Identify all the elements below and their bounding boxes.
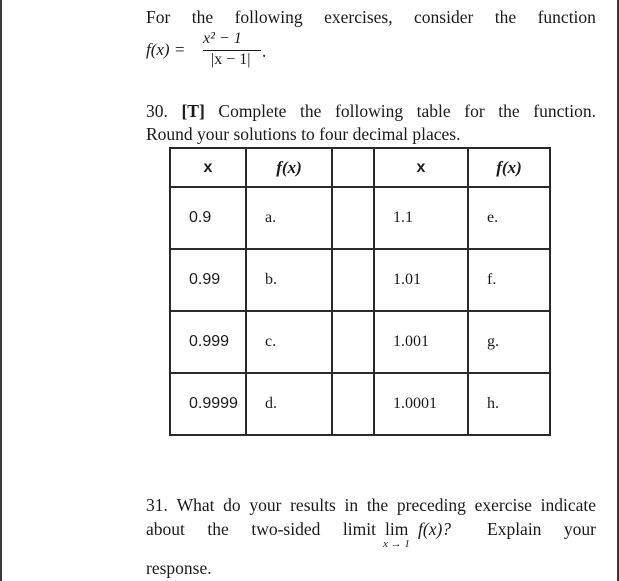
exercise-31-word: preceding — [396, 495, 466, 515]
answer-cell: c. — [246, 311, 332, 373]
exercise-30-line-2: Round your solutions to four decimal places. — [146, 124, 461, 144]
limit-function: f(x)? — [418, 519, 452, 539]
x-value-cell: 1.001 — [374, 311, 468, 373]
fraction-numerator: x² − 1 — [203, 30, 242, 47]
table-row — [170, 249, 550, 311]
header-fx-right: f(x) — [468, 148, 550, 187]
exercise-31-word: indicate — [540, 495, 596, 515]
exercise-30-word: table — [416, 101, 451, 121]
answer-cell: e. — [468, 187, 550, 249]
intro-word: the — [494, 7, 517, 27]
exercise-30-word: Complete — [218, 101, 287, 121]
intro-word: the — [191, 7, 214, 27]
table-separator — [332, 249, 374, 311]
exercise-31-line-2-pre — [146, 518, 376, 540]
fraction-denominator: |x − 1| — [211, 51, 251, 68]
table-row — [170, 373, 550, 435]
exercise-31-word: the — [366, 495, 389, 515]
x-value-cell: 1.1 — [374, 187, 468, 249]
exercise-30-number: 30. — [146, 101, 168, 121]
table-separator — [332, 373, 374, 435]
exercise-30-word: function. — [533, 101, 596, 121]
exercise-31-word: do — [223, 495, 241, 515]
exercise-31-word: two-sided — [251, 519, 321, 539]
exercise-31-word: limit — [342, 519, 376, 539]
exercise-31-word: results — [290, 495, 336, 515]
exercise-31-word: about — [146, 519, 185, 539]
function-end-punct: . — [262, 41, 267, 61]
answer-cell: b. — [246, 249, 332, 311]
exercise-30-word: the — [498, 101, 520, 121]
exercise-31-line-3: response. — [146, 558, 212, 578]
answer-cell: f. — [468, 249, 550, 311]
exercise-30-word: following — [335, 101, 404, 121]
exercise-31-word: exercise — [474, 495, 532, 515]
exercise-31-line-1 — [146, 494, 596, 516]
x-value-cell: 0.9 — [170, 187, 246, 249]
limit-operator: lim — [385, 519, 409, 539]
header-fx-left: f(x) — [246, 148, 332, 187]
x-value-cell: 0.99 — [170, 249, 246, 311]
table-header-row — [170, 148, 550, 187]
exercise-30-word: the — [300, 101, 322, 121]
x-value-cell: 1.01 — [374, 249, 468, 311]
exercise-31-word: Explain — [487, 519, 542, 539]
table-separator — [332, 311, 374, 373]
header-x-right: x — [374, 148, 468, 187]
exercise-31-word: the — [207, 519, 229, 539]
answer-cell: a. — [246, 187, 332, 249]
limit-subscript: x → 1 — [383, 538, 410, 550]
intro-word: consider — [414, 7, 474, 27]
intro-line — [146, 6, 596, 28]
intro-word: function — [537, 7, 596, 27]
answer-cell: g. — [468, 311, 550, 373]
exercise-31-number: 31. — [146, 495, 168, 515]
intro-word: exercises, — [324, 7, 393, 27]
exercise-31-word: your — [249, 495, 282, 515]
x-value-cell: 0.999 — [170, 311, 246, 373]
intro-word: For — [146, 7, 171, 27]
exercise-30-line-1 — [146, 100, 596, 122]
exercise-31-word: in — [344, 495, 359, 515]
tool-tag: [T] — [181, 101, 205, 121]
table-separator — [332, 187, 374, 249]
function-lhs: f(x) = — [146, 40, 186, 59]
x-value-cell: 0.9999 — [170, 373, 246, 435]
header-x-left: x — [170, 148, 246, 187]
exercise-31-line-2-post — [487, 518, 596, 540]
table-separator — [332, 148, 374, 187]
x-value-cell: 1.0001 — [374, 373, 468, 435]
exercise-31-word: your — [563, 519, 596, 539]
answer-cell: h. — [468, 373, 550, 435]
table-row — [170, 311, 550, 373]
intro-word: following — [234, 7, 303, 27]
table-row — [170, 187, 550, 249]
exercise-30-word: for — [464, 101, 485, 121]
values-table — [169, 147, 551, 436]
page-left-border — [0, 0, 2, 581]
exercise-31-word: What — [176, 495, 215, 515]
answer-cell: d. — [246, 373, 332, 435]
